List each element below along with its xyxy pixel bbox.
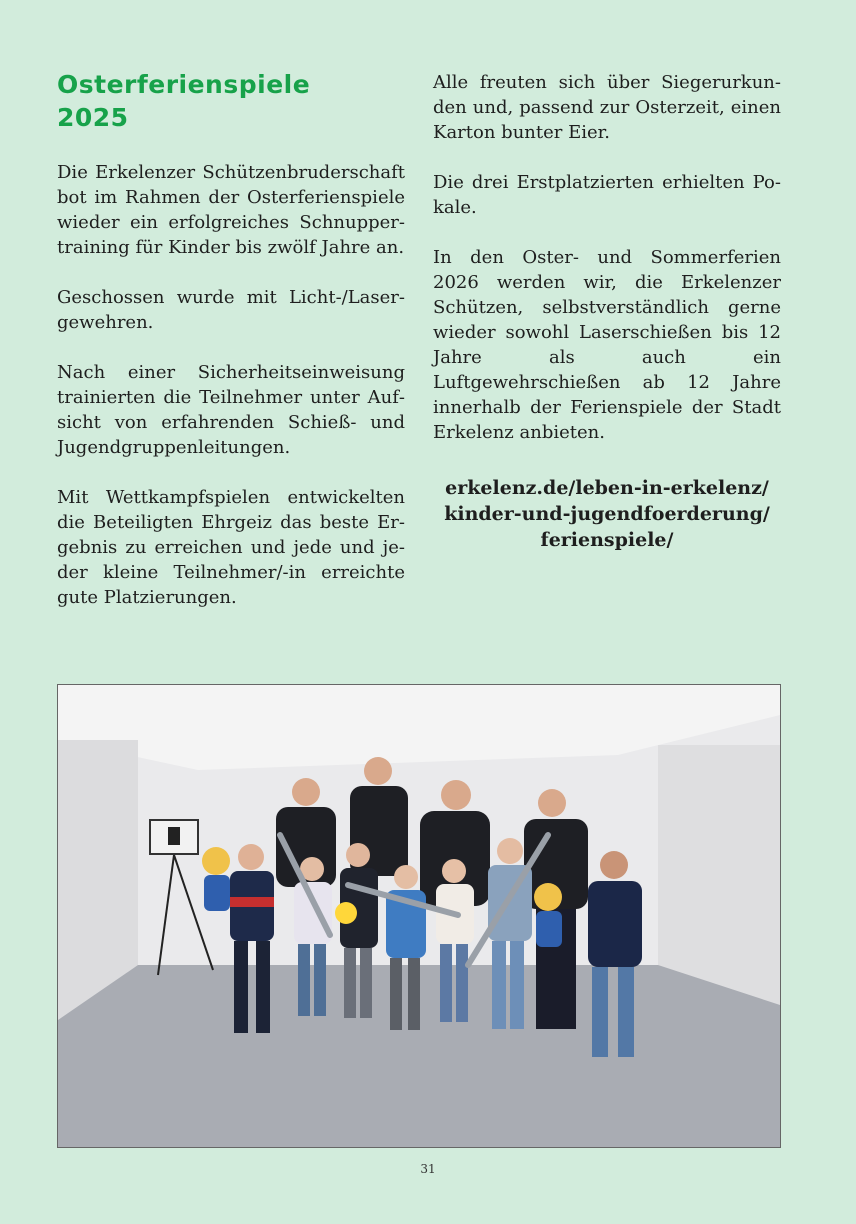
paragraph-certificates: Alle freuten sich über Siegerurkunden und, passend zur Osterzeit, einen Karton bunter Eier. — [433, 72, 781, 143]
article-title — [57, 68, 387, 134]
link-line-1: erkelenz.de/leben-in-erkelenz/ — [445, 477, 769, 499]
ferienspiele-link[interactable] — [433, 475, 781, 553]
photo-target-center — [168, 827, 180, 845]
title-line-2: 2025 — [57, 103, 129, 132]
paragraph-intro: Die Erkelenzer Schützenbruderschaft bot im Rahmen der Osterferienspiele wieder ein erfolgreiches Schnuppertraining für Kinder bis zwölf Jahre an. — [57, 162, 405, 258]
photo-right-wall — [658, 745, 780, 1005]
title-line-1: Osterferienspiele — [57, 70, 311, 99]
page-number: 31 — [420, 1162, 436, 1176]
link-line-2: kinder-und-jugendfoerderung/ — [444, 503, 770, 525]
left-column — [57, 160, 405, 635]
paragraph-outlook: In den Oster- und Sommerferien 2026 werden wir, die Erkelenzer Schützen, selbstverständlich gerne wieder sowohl Laserschießen bis 12 Jahre als auch ein Luftgewehrschießen ab 12 Jahre innerhalb der Ferienspiele der Stadt Erkelenz anbieten. — [433, 247, 781, 443]
group-photo-illustration — [58, 685, 780, 1147]
right-column — [433, 70, 781, 470]
group-photo — [57, 684, 781, 1148]
paragraph-competition: Mit Wettkampfspielen entwickelten die Beteiligten Ehrgeiz das beste Ergebnis zu erreichen und jede und jeder kleine Teilnehmer/-in erreichte gute Platzierungen. — [57, 487, 405, 608]
paragraph-trophies: Die drei Erstplatzierten erhielten Pokale. — [433, 172, 781, 218]
paragraph-safety: Nach einer Sicherheitseinweisung trainierten die Teilnehmer unter Aufsicht von erfahrenden Schieß- und Jugendgruppenleitungen. — [57, 362, 405, 458]
link-line-3: ferienspiele/ — [540, 529, 674, 551]
paragraph-laser: Geschossen wurde mit Licht-/Lasergewehren. — [57, 287, 405, 333]
